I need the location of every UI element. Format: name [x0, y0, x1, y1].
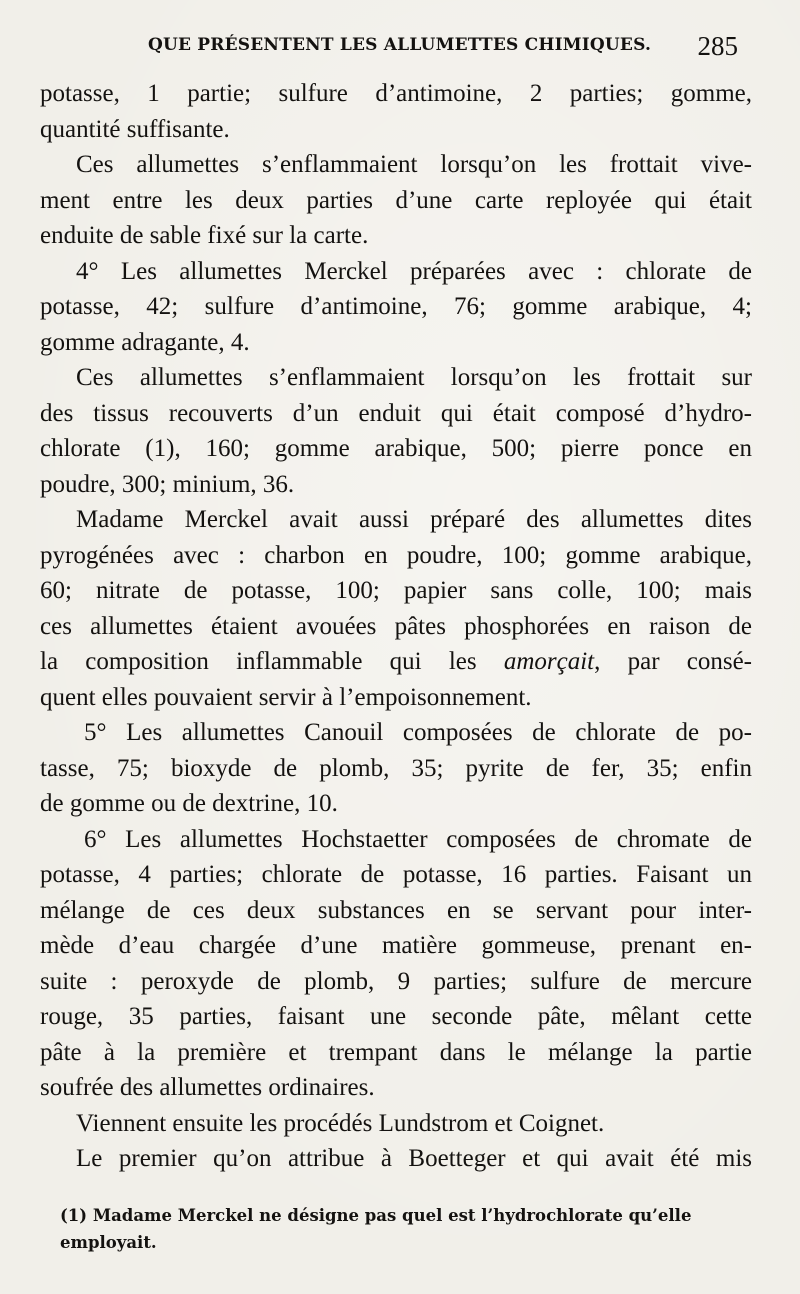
footnote-line: (1) Madame Merckel ne désigne pas quel est l’hydrochlorate qu’elle [60, 1206, 692, 1225]
text-line: pâte à la première et trempant dans le mélange la partie [40, 1038, 752, 1066]
text-line: mélange de ces deux substances en se servant pour inter- [40, 896, 752, 924]
text-line: ces allumettes étaient avouées pâtes phosphorées en raison de [40, 612, 752, 640]
text-line: ment entre les deux parties d’une carte reployée qui était [40, 186, 752, 214]
page-header [148, 33, 748, 63]
body-text [40, 76, 752, 1177]
text-line: potasse, 4 parties; chlorate de potasse, 16 parties. Faisant un [40, 861, 752, 888]
text-line: quent elles pouvaient servir à l’empoisonnement. [40, 683, 532, 711]
text-segment: , par consé- [594, 648, 752, 675]
text-line: Ces allumettes s’enflammaient lorsqu’on les frottait sur [76, 364, 752, 391]
text-line: gomme adragante, 4. [40, 328, 250, 356]
text-line: pyrogénées avec : charbon en poudre, 100; gomme arabique, [40, 541, 752, 569]
text-line: poudre, 300; minium, 36. [40, 470, 295, 498]
text-line: Viennent ensuite les procédés Lundstrom et Coignet. [76, 1109, 605, 1137]
text-line: soufrée des allumettes ordinaires. [40, 1074, 375, 1101]
text-line: 4° Les allumettes Merckel préparées avec : chlorate de [76, 257, 752, 285]
text-line: Madame Merckel avait aussi préparé des allumettes dites [76, 506, 752, 533]
text-line: mède d’eau chargée d’une matière gommeuse, prenant en- [40, 932, 752, 959]
text-line: 5° Les allumettes Canouil composées de chlorate de po- [84, 719, 752, 746]
footnote-line: employait. [60, 1233, 157, 1252]
text-line: Le premier qu’on attribue à Boetteger et qui avait été mis [76, 1145, 752, 1172]
text-line: potasse, 1 partie; sulfure d’antimoine, 2 parties; gomme, [40, 80, 752, 107]
text-line: Ces allumettes s’enflammaient lorsqu’on les frottait vive- [76, 151, 752, 178]
text-line: potasse, 42; sulfure d’antimoine, 76; gomme arabique, 4; [40, 293, 752, 320]
footnote [60, 1202, 760, 1256]
text-line: 6° Les allumettes Hochstaetter composées de chromate de [84, 825, 752, 853]
page-number: 285 [697, 31, 738, 61]
italic-word: amorçait [503, 648, 595, 675]
text-line: enduite de sable fixé sur la carte. [40, 222, 369, 249]
text-line: chlorate (1), 160; gomme arabique, 500; pierre ponce en [40, 435, 752, 462]
text-line: 60; nitrate de potasse, 100; papier sans colle, 100; mais [40, 577, 752, 604]
text-line: rouge, 35 parties, faisant une seconde pâte, mêlant cette [40, 1003, 752, 1030]
text-segment: la composition inflammable qui les [40, 648, 504, 675]
running-head: QUE PRÉSENTENT LES ALLUMETTES CHIMIQUES. [148, 35, 652, 55]
text-line [40, 644, 752, 680]
text-line: quantité suffisante. [40, 115, 230, 143]
text-line: des tissus recouverts d’un enduit qui était composé d’hydro- [40, 399, 752, 427]
text-line: suite : peroxyde de plomb, 9 parties; sulfure de mercure [40, 967, 752, 995]
text-line: de gomme ou de dextrine, 10. [40, 790, 338, 817]
text-line: tasse, 75; bioxyde de plomb, 35; pyrite de fer, 35; enfin [40, 754, 752, 782]
